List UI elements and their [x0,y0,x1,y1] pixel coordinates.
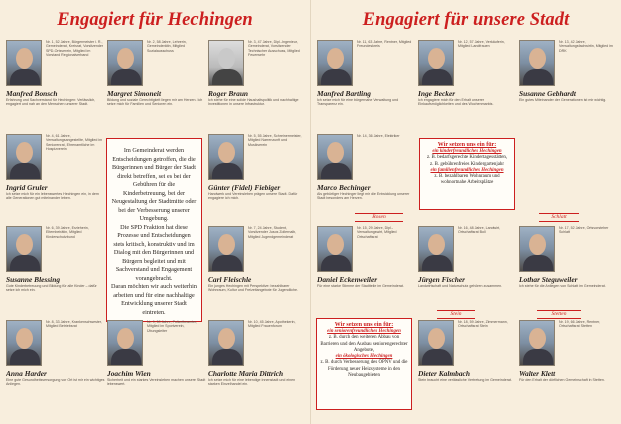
candidate-photo [208,320,244,366]
statement-box [106,138,202,322]
candidate-description: Ich setze mich für eine lebendige Innenstadt und einen starken Einzelhandel ein. [208,378,296,387]
candidate-name: Margret Simoneit [107,89,162,98]
candidate-name: Susanne Gebhardt [519,89,576,98]
candidate-tile [6,320,105,412]
candidate-name: Jürgen Fischer [418,275,466,284]
candidate-name: Lothar Steguweiler [519,275,578,284]
candidate-name: Walter Klett [519,369,556,378]
candidate-photo [107,320,143,366]
candidate-name: Ingrid Gruler [6,183,48,192]
candidate-tile [519,40,618,132]
candidate-description: Für eine starke Stimme der Stadtteile im Gemeinderat. [317,284,404,288]
candidate-name: Susanne Blessing [6,275,61,284]
candidate-tile [418,40,517,132]
candidate-tile [107,320,206,412]
district-tag-schlatt: Schlatt [539,213,579,222]
candidate-photo [519,320,555,366]
candidate-tile [317,40,416,132]
candidate-description: Als gebürtiger Hechinger liegt mir die Entwicklung unserer Stadt besonders am Herzen. [317,192,410,201]
candidate-description: Ich setze mich für ein lebenswertes Hechingen ein, in dem alle Generationen gut miteinander leben. [6,192,99,201]
candidate-bio: Nr. 19, 66 Jahre, Rentner, Ortschaftsrat Stetten [559,320,601,329]
candidate-bio: Nr. 5, 55 Jahre, Schreinermeister, Mitglied Narrenzunft und Musikverein [248,134,302,147]
candidate-description: Ich setze mich für eine bürgernahe Verwaltung und Transparenz ein. [317,98,399,107]
candidate-bio: Nr. 11, 63 Jahre, Rentner, Mitglied Freundeskreis [357,40,412,49]
candidate-bio: Nr. 9, 50 Jahre, Polizeibeamter, Mitglied im Sportverein, Übungsleiter [147,320,198,333]
candidate-description: Stein braucht eine verlässliche Vertretung im Gemeinderat. [418,378,512,382]
candidate-name: Inge Becker [418,89,456,98]
goals-box [419,138,515,210]
district-tag-stetten: Stetten [537,310,581,319]
candidate-photo [418,320,454,366]
candidate-photo [519,226,555,272]
candidate-description: Erfahrung und Sachverstand für Hechingen: Verlässlich, engagiert und nah an den Menschen unserer Stadt. [6,98,96,107]
candidate-photo [6,320,42,366]
goals-box-subtitle: ein ökologisches Hechingen [335,354,393,360]
goals-item: z. B. durch den weiteren Abbau von Barrieren und den Ausbau seniorengerechter Angebote, [320,335,408,353]
candidate-bio: Nr. 18, 59 Jahre, Zimmermann, Ortschaftsrat Stein [458,320,508,329]
candidate-description: Eine gute Gesundheitsversorgung vor Ort ist mir ein wichtiges Anliegen. [6,378,105,387]
candidate-bio: Nr. 16, 48 Jahre, Landwirt, Ortschaftsrat Boll [458,226,501,235]
statement-paragraph: Daran möchten wir auch weiterhin arbeiten und für eine nachhaltige Entwicklung unserer Stadt eintreten. [111,283,197,316]
candidate-name: Anna Harder [6,369,47,378]
goals-item: z. B. durch Verbesserung des ÖPNV und die Förderung neuer Heizsysteme in den Neubaugebieten [320,360,408,379]
candidate-description: Ein junges Hechingen mit Perspektive: bezahlbarer Wohnraum, Kultur und Freizeitangebote für Jugendliche. [208,284,299,293]
candidate-tile [208,134,307,226]
candidate-tile [317,226,416,318]
candidate-name: Marco Bechinger [317,183,371,192]
left-page [0,0,310,424]
candidate-photo [208,226,244,272]
statement-paragraph: Im Gemeinderat werden Entscheidungen getroffen, die die Bürgerinnen und Bürger der Stadt direkt betreffen, sei es bei der Gebühren für die Kinderbetreuung, bei der Neugestaltung der Stadtmitte oder bei der Verbesserung unserer Umgebung. [111,147,197,222]
candidate-description: Ich stehe für die Anliegen von Schlatt im Gemeinderat. [519,284,606,288]
candidate-tile [208,40,307,132]
candidate-name: Charlotte Maria Dittrich [208,369,284,378]
candidate-bio: Nr. 17, 52 Jahre, Ortsvorsteher Schlatt [559,226,609,235]
candidate-tile [6,40,105,132]
candidate-photo [317,134,353,180]
candidate-tile [6,226,105,318]
candidate-photo [6,40,42,86]
candidate-bio: Nr. 13, 42 Jahre, Verwaltungsfachwirtin, Mitglied im DRK [559,40,613,53]
goals-box-subtitle: ein kinderfreundliches Hechingen [432,149,502,154]
candidate-name: Manfred Bonsch [6,89,58,98]
candidate-bio: Nr. 12, 57 Jahre, Verkäuferin, Mitglied Landfrauen [458,40,505,49]
candidate-bio: Nr. 7, 24 Jahre, Student, Vorsitzender Jusos Zollernalb, Mitglied Jugendgemeinderat [248,226,297,239]
candidate-bio: Nr. 2, 58 Jahre, Lehrerin, Gemeinderätin, Mitglied Sozialausschuss [147,40,187,53]
candidate-bio: Nr. 1, 52 Jahre, Bürgermeister i. R., Gemeinderat, Kreisrat, Vorsitzender SPD-Ortsverein, Mitglied im Vorstand Regionalverband [46,40,104,57]
candidate-description: Ich engagiere mich für den Erhalt unserer Einkaufsmöglichkeiten und des Wochenmarkts. [418,98,494,107]
candidate-name: Joachim Wien [107,369,151,378]
candidate-photo [317,226,353,272]
candidate-name: Daniel Eckenweiler [317,275,378,284]
candidate-photo [519,40,555,86]
statement-paragraph: Die SPD Fraktion hat diese Prozesse und Entscheidungen stets kritisch, konstruktiv und im Dialog mit den Bürgerinnen und Bürgern begleitet und mit Sachverstand und Engagement vorangebracht. [113,223,195,282]
candidate-bio: Nr. 15, 29 Jahre, Dipl.-Verwaltungswirt, Mitglied Ortschaftsrat [357,226,397,239]
goals-item: z. B. bedarfsgerechte Kindertagesstätten, [426,155,508,161]
left-page-title: Engagiert für Hechingen [57,10,253,30]
right-page [311,0,621,424]
goals-box-title: Wir setzen uns ein für: [334,322,394,328]
district-tag-stein: Stein [437,310,475,319]
candidate-bio: Nr. 4, 61 Jahre, Verwaltungsangestellte, Mitglied im Seniorenrat, Ehrenamtliche im Hospizverein [46,134,103,151]
candidate-photo [107,40,143,86]
goals-item: z. B. gebührenfreies Kindergartenjahr [430,161,504,167]
candidate-tile [107,40,206,132]
candidate-description: Für den Erhalt der dörflichen Gemeinschaft in Stetten. [519,378,605,382]
candidate-tile [519,320,618,412]
candidate-tile [6,134,105,226]
goals-box-subtitle: ein seniorenfreundliches Hechingen [327,329,401,334]
goals-box-title: Wir setzen uns ein für: [437,142,497,148]
candidate-name: Manfred Bartling [317,89,372,98]
candidate-tile [208,226,307,318]
goals-box [316,318,412,410]
goals-box-subtitle: ein familienfreundliches Hechingen [430,167,504,173]
candidate-description: Ein gutes Miteinander der Generationen ist mir wichtig. [519,98,607,102]
candidate-tile [208,320,307,412]
candidate-bio: Nr. 3, 47 Jahre, Dipl.-Ingenieur, Gemeinderat, Vorsitzender Technischer Ausschuss, Mitglied Feuerwehr [248,40,300,57]
candidate-photo [6,134,42,180]
candidate-bio: Nr. 14, 36 Jahre, Elektriker [357,134,400,138]
candidate-description: Bildung und soziale Gerechtigkeit liegen mir am Herzen. Ich setze mich für Familien und Senioren ein. [107,98,203,107]
candidate-name: Carl Fleischle [208,275,252,284]
candidate-description: Handwerk und Vereinsleben prägen unsere Stadt. Dafür engagiere ich mich. [208,192,298,201]
candidate-bio: Nr. 6, 39 Jahre, Erzieherin, Elternbeirätin, Mitglied Kinderschutzbund [46,226,89,239]
candidate-description: Landwirtschaft und Naturschutz gehören zusammen. [418,284,503,288]
candidate-photo [418,226,454,272]
candidate-description: Ich stehe für eine solide Haushaltspolitik und nachhaltige Investitionen in unsere Infrastruktur. [208,98,299,107]
candidate-tile [418,320,517,412]
candidate-tile [519,226,618,318]
candidate-name: Dieter Kalmbach [418,369,470,378]
district-tag-roesen: Rosen [355,213,403,222]
candidate-bio: Nr. 10, 45 Jahre, Apothekerin, Mitglied Frauenforum [248,320,296,329]
candidate-photo [418,40,454,86]
candidate-description: Sicherheit und ein starkes Vereinsleben machen unsere Stadt lebenswert. [107,378,206,387]
candidate-photo [317,40,353,86]
candidate-bio: Nr. 8, 33 Jahre, Krankenschwester, Mitglied Betriebsrat [46,320,102,329]
candidate-photo [208,134,244,180]
candidate-name: Günter (Fidel) Fiebiger [208,183,281,192]
candidate-photo [208,40,244,86]
goals-item: z. B. bezahlbaren Wohnraum und wohnortnahe Arbeitsplätze [434,174,500,186]
right-page-title: Engagiert für unsere Stadt [362,10,570,30]
candidate-photo [6,226,42,272]
candidate-tile [418,226,517,318]
candidate-name: Roger Braun [208,89,249,98]
candidate-description: Gute Kinderbetreuung und Bildung für alle Kinder – dafür setze ich mich ein. [6,284,97,293]
